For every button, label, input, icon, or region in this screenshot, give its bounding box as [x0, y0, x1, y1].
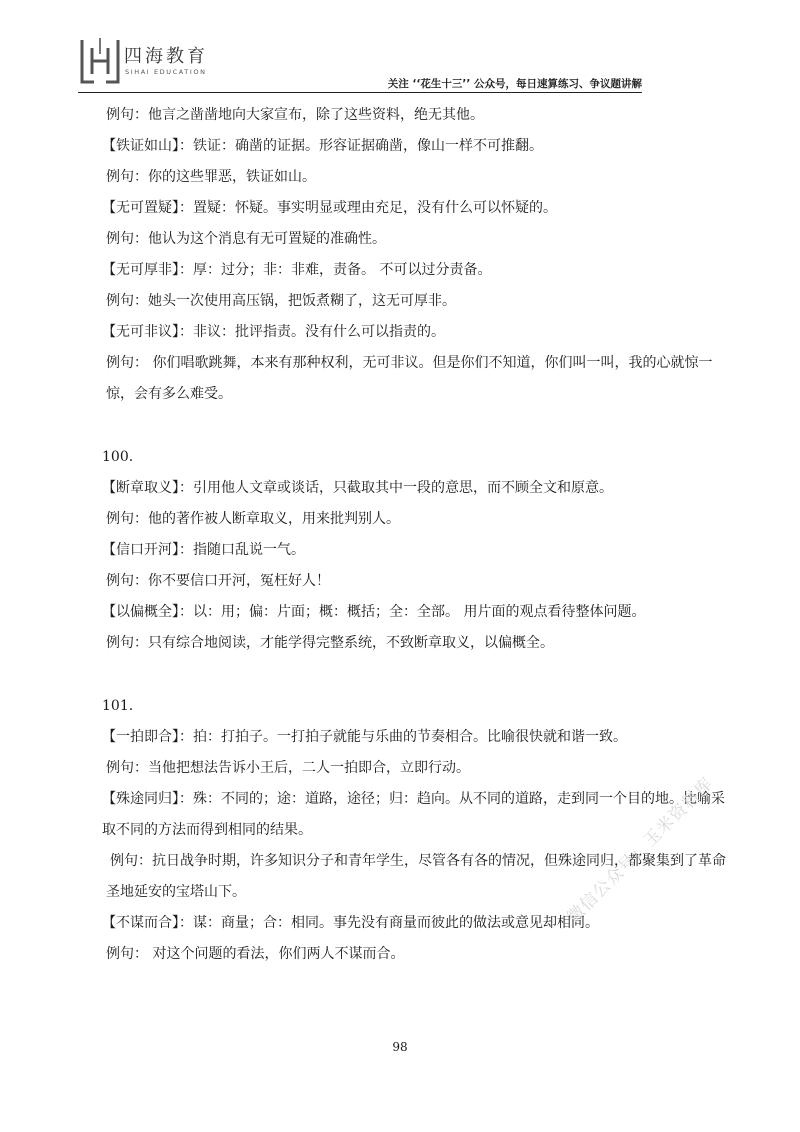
logo-subtext: SIHAI EDUCATION [125, 68, 207, 76]
section-number: 100. [102, 449, 134, 465]
idiom-definition: 【一拍即合】：拍：打拍子。一打拍子就能与乐曲的节奏相合。比喻很快就和谐一致。 [102, 729, 627, 745]
idiom-definition: 【无可置疑】：置疑：怀疑。事实明显或理由充足，没有什么可以怀疑的。 [102, 200, 557, 216]
logo-mark-icon [78, 36, 122, 86]
idiom-definition: 【殊途同归】：殊：不同的；途：道路，途径；归：趋向。从不同的道路，走到同一个目的地。比喻采取不同的方法而得到相同的结果。 [102, 791, 725, 838]
logo [78, 36, 218, 88]
page-number: 98 [392, 1040, 408, 1054]
example-sentence: 例句：你的这些罪恶，铁证如山。 [106, 169, 316, 185]
example-sentence: 例句：她头一次使用高压锅，把饭煮糊了，这无可厚非。 [106, 293, 456, 309]
idiom-definition: 【断章取义】：引用他人文章或谈话，只截取其中一段的意思，而不顾全文和原意。 [102, 480, 613, 496]
idiom-definition: 【信口开河】：指随口乱说一气。 [102, 542, 305, 558]
header-note: 关注 ‘‘花生十三’’ 公众号，每日速算练习、争议题讲解 [387, 78, 642, 90]
example-sentence: 例句：你不要信口开河，冤枉好人！ [106, 573, 330, 589]
example-sentence: 例句： 对这个问题的看法，你们两人不谋而合。 [106, 946, 405, 962]
idiom-definition: 【无可非议】：非议：批评指责。没有什么可以指责的。 [102, 324, 445, 340]
idiom-definition: 【无可厚非】：厚：过分；非：非难，责备。 不可以过分责备。 [102, 262, 492, 278]
section-number: 101. [102, 698, 134, 714]
example-sentence: 例句： 你们唱歌跳舞，本来有那种权利，无可非议。但是你们不知道，你们叫一叫，我的心就惊一惊，会有多么难受。 [106, 355, 713, 402]
example-sentence: 例句：当他把想法告诉小王后，二人一拍即合，立即行动。 [106, 760, 470, 776]
idiom-definition: 【以偏概全】：以：用；偏：片面；概：概括；全：全部。 用片面的观点看待整体问题。 [102, 604, 646, 620]
example-sentence: 例句：只有综合地阅读，才能学得完整系统，不致断章取义，以偏概全。 [106, 635, 554, 651]
example-sentence: 例句：他认为这个消息有无可置疑的准确性。 [106, 231, 386, 247]
example-sentence: 例句：他言之凿凿地向大家宣布，除了这些资料，绝无其他。 [106, 107, 484, 123]
header-divider [78, 92, 642, 93]
logo-text: 四海教育 [124, 46, 208, 67]
watermark: 微信公众号：玉米资料库 [563, 773, 718, 928]
example-sentence: 例句：抗日战争时期，许多知识分子和青年学生，尽管各有各的情况，但殊途同归，都聚集到了革命圣地延安的宝塔山下。 [106, 853, 726, 900]
idiom-definition: 【不谋而合】：谋：商量；合：相同。事先没有商量而彼此的做法或意见却相同。 [102, 915, 599, 931]
example-sentence: 例句：他的著作被人断章取义，用来批判别人。 [106, 511, 400, 527]
idiom-definition: 【铁证如山】：铁证：确凿的证据。形容证据确凿，像山一样不可推翻。 [102, 138, 543, 154]
